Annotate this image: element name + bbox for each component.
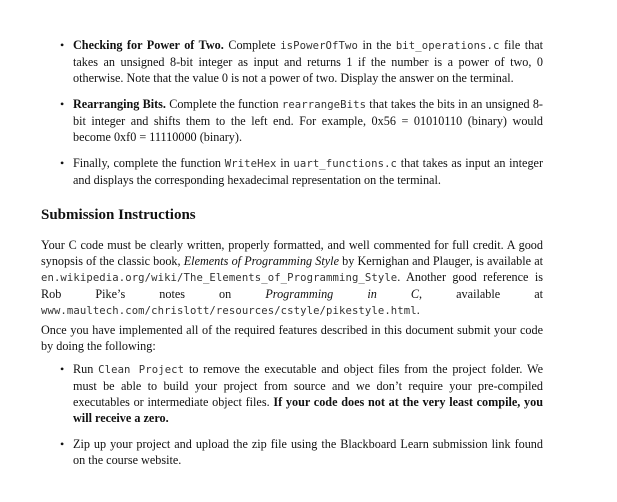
code-identifier: WriteHex	[224, 158, 277, 170]
item-title: Checking for Power of Two.	[73, 38, 224, 52]
item-text: Finally, complete the function	[73, 156, 225, 170]
notes-title: Programming in C	[265, 287, 420, 301]
paragraph-text: .	[416, 303, 420, 317]
reference-url-pikestyle[interactable]: www.maultech.com/chrislott/resources/cstyle/pikestyle.html	[41, 305, 417, 317]
item-text: Zip up your project and upload the zip file using the Blackboard Learn submission link found on the course website.	[73, 437, 543, 467]
item-text: in the	[357, 38, 396, 52]
item-text: in	[276, 156, 294, 170]
item-text: Complete	[223, 38, 281, 52]
item-text: that takes the bits in an unsigned 8-bit integer and shifts them to the left end. For example, 0x56 = 01010110 (binary) would become 0xf0 = 11110000 (binary).	[73, 97, 543, 144]
item-title: Rearranging Bits.	[73, 97, 166, 111]
code-filename: bit_operations.c	[395, 40, 500, 52]
code-command: Clean Project	[98, 364, 185, 376]
style-guidelines-paragraph	[41, 237, 543, 319]
item-text: that takes as input an integer and displays the corresponding hexadecimal representation on the terminal.	[73, 156, 544, 187]
submission-intro-paragraph: Once you have implemented all of the required features described in this document submit your code by doing the following:	[41, 323, 543, 353]
item-text: Complete the function	[165, 97, 282, 111]
bullet-icon: •	[60, 38, 65, 52]
item-text: to remove the executable and object files from the project folder. We must be able to build your project from source and we don’t require your pre-compiled executables or intermediate object files.	[73, 362, 543, 409]
submission-steps-list	[0, 361, 617, 478]
list-item-clean-project	[0, 361, 617, 426]
code-identifier: isPowerOfTwo	[280, 40, 358, 52]
code-identifier: rearrangeBits	[281, 99, 367, 111]
list-item-write-hex	[0, 155, 617, 188]
paragraph-text: Your C code must be clearly written, properly formatted, and well commented for full credit. A good synopsis of the classic book,	[41, 238, 543, 268]
book-title: Elements of Programming Style	[183, 254, 339, 268]
task-list	[0, 37, 617, 198]
list-item-power-of-two	[0, 37, 617, 86]
bullet-icon: •	[60, 362, 65, 376]
warning-text: If your code does not at the very least compile, you will receive a zero.	[73, 395, 544, 425]
code-filename: uart_functions.c	[293, 158, 398, 170]
reference-url-wikipedia[interactable]: en.wikipedia.org/wiki/The_Elements_of_Programming_Style	[41, 272, 398, 284]
paragraph-text: . Another good reference is Rob Pike’s notes on	[41, 270, 543, 301]
paragraph-text: , available at	[419, 287, 544, 301]
item-text: Run	[73, 362, 99, 376]
bullet-icon: •	[60, 156, 65, 170]
paragraph-text: by Kernighan and Plauger, is available at	[338, 254, 543, 268]
item-text: file that takes an unsigned 8-bit integer as input and returns 1 if the number is a power of two, 0 otherwise. Note that the value 0 is not a power of two. Display the answer on the terminal.	[73, 38, 543, 85]
bullet-icon: •	[60, 97, 65, 111]
bullet-icon: •	[60, 437, 65, 451]
list-item-rearranging-bits	[0, 96, 617, 145]
list-item-zip-upload	[0, 436, 617, 468]
section-heading: Submission Instructions	[41, 207, 196, 223]
